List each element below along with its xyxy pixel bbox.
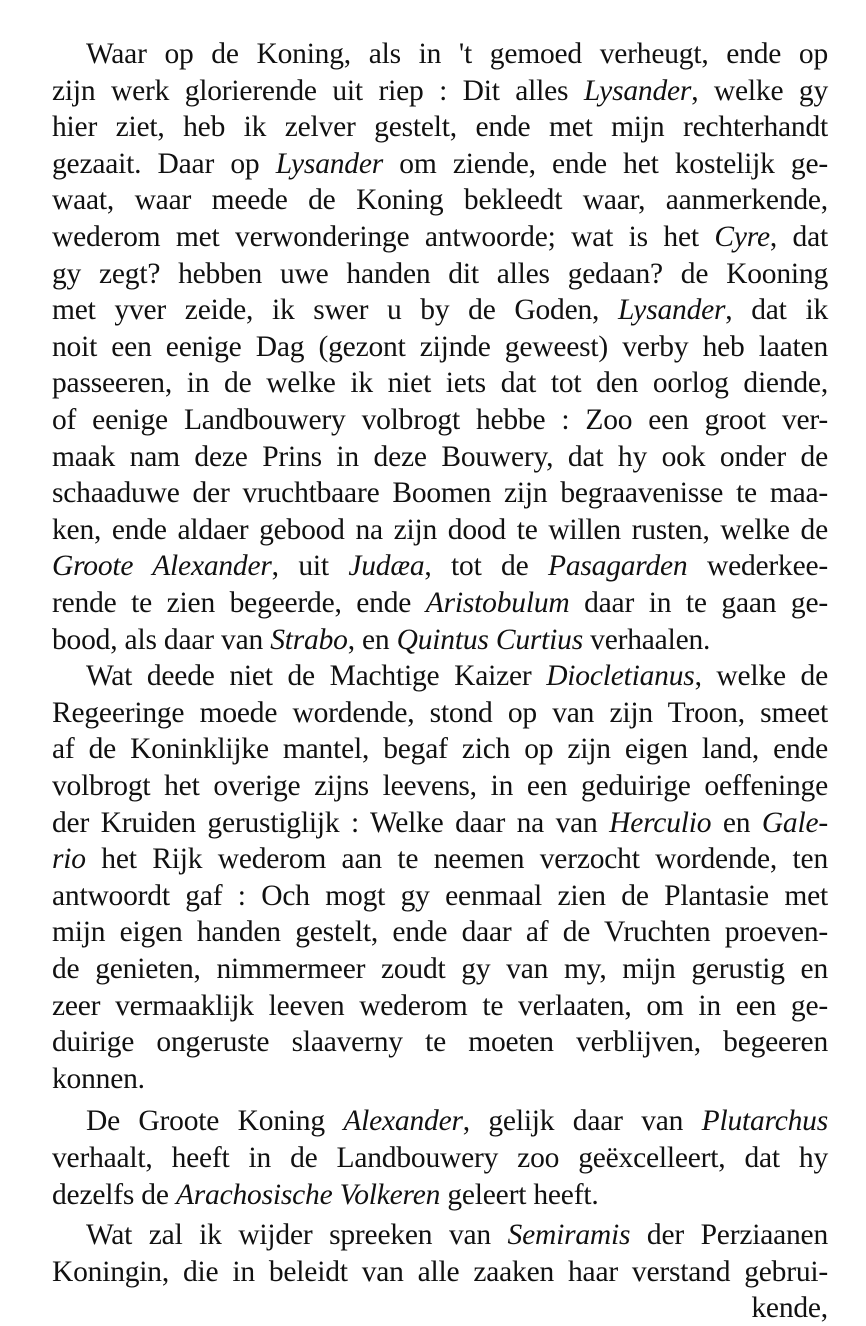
text-line (52, 768, 828, 804)
italic-name: Diocletianus (546, 660, 695, 693)
line-text: De Groote Koning (86, 1105, 344, 1138)
line-text: , welke gy (691, 74, 828, 107)
line-text: geleert heeft. (440, 1178, 599, 1211)
text-line (52, 805, 828, 841)
text-line (52, 988, 828, 1024)
line-text: antwoordt gaf : Och mogt gy eenmaal zien de Plantasie met (52, 879, 828, 912)
italic-name: Semiramis (507, 1219, 631, 1252)
line-text: , dat (769, 221, 828, 253)
italic-name: Strabo (270, 623, 348, 656)
line-text: , gelijk daar van (462, 1105, 702, 1138)
line-text: passeeren, in de welke ik niet iets dat tot den oorlog diende, (52, 367, 828, 400)
line-text: hier ziet, heb ik zelver gestelt, ende met mijn rechterhandt (52, 111, 828, 144)
line-text: Waar op de Koning, als in 't gemoed verheugt, ende op (86, 38, 828, 70)
line-text: zijn werk glorierende uit riep : Dit alles (52, 74, 584, 107)
text-line (52, 878, 828, 914)
line-text: wederkee- (687, 550, 828, 583)
line-text: verhaalt, heeft in de Landbouwery zoo geëxcelleert, dat hy (52, 1142, 828, 1174)
line-text: waat, waar meede de Koning bekleedt waar, aanmerkende, (52, 184, 828, 217)
text-line (52, 292, 828, 328)
line-text: met yver zeide, ik swer u by de Goden, (52, 294, 618, 327)
italic-name: rio (52, 843, 86, 876)
line-text: , welke de (694, 660, 829, 693)
italic-name: Pasagarden (548, 550, 688, 583)
text-line (52, 1290, 828, 1326)
line-text: wederom met verwonderinge antwoorde; wat is het (52, 221, 715, 253)
line-text: daar in te gaan ge- (569, 587, 828, 619)
text-line (52, 365, 828, 401)
text-line (52, 329, 828, 365)
text-line (52, 402, 828, 438)
text-line (52, 146, 828, 182)
line-text: , tot de (424, 550, 548, 583)
text-line (52, 439, 828, 475)
italic-name: Lysander (617, 294, 726, 327)
italic-name: Lysander (275, 147, 384, 180)
text-line (52, 475, 828, 511)
text-line (52, 731, 828, 767)
italic-name: Gale- (761, 806, 828, 839)
italic-name: Groote Alexander (52, 550, 272, 583)
text-line (52, 512, 828, 548)
line-text: gezaait. Daar op (52, 147, 276, 180)
line-text: , uit (271, 550, 349, 583)
italic-name: Cyre (714, 221, 770, 253)
line-text: , en (347, 623, 397, 656)
text-line (52, 548, 828, 584)
text-line (52, 951, 828, 987)
line-text: Koningin, die in beleidt van alle zaaken haar verstand gebrui- (52, 1255, 828, 1288)
italic-name: Quintus Curtius (396, 623, 583, 656)
text-line (52, 1140, 828, 1176)
line-text: schaaduwe der vruchtbaare Boomen zijn begraavenisse te maa- (52, 477, 828, 510)
line-text: Regeeringe moede wordende, stond op van zijn Troon, smeet (52, 696, 828, 729)
text-line (52, 256, 828, 292)
line-text: duirige ongeruste slaaverny te moeten verblijven, begeeren (52, 1026, 828, 1059)
line-text: het Rijk wederom aan te neemen verzocht wordende, ten (85, 843, 828, 876)
line-text: ken, ende aldaer gebood na zijn dood te willen rusten, welke de (52, 513, 828, 546)
line-text: mijn eigen handen gestelt, ende daar af de Vruchten proeven- (52, 916, 828, 949)
text-line (52, 622, 828, 658)
text-line (52, 695, 828, 731)
line-text: kende, (751, 1292, 828, 1325)
line-text: Wat zal ik wijder spreeken van (86, 1219, 508, 1252)
italic-name: Plutarchus (701, 1105, 828, 1138)
text-line (52, 585, 828, 621)
line-text: rende te zien begeerde, ende (52, 587, 426, 619)
text-line (52, 1061, 828, 1097)
line-text: konnen. (52, 1062, 145, 1095)
text-line (86, 1217, 828, 1253)
line-text: en (711, 806, 762, 839)
text-line (52, 1254, 828, 1290)
text-line (52, 219, 828, 255)
line-text: af de Koninklijke mantel, begaf zich op zijn eigen land, ende (52, 733, 828, 766)
italic-name: Alexander (343, 1105, 463, 1138)
text-line (86, 1103, 828, 1139)
italic-name: Lysander (583, 74, 692, 107)
italic-name: Judæa (348, 550, 425, 583)
line-text: noit een eenige Dag (gezont zijnde geweest) verby heb laaten (52, 330, 828, 363)
italic-name: Herculio (609, 806, 712, 839)
line-text: dezelfs de (52, 1178, 176, 1211)
line-text: verhaalen. (583, 623, 711, 656)
italic-name: Aristobulum (425, 587, 570, 619)
text-line (52, 841, 828, 877)
text-line (52, 73, 828, 109)
line-text: , dat ik (725, 294, 829, 327)
line-text: der Kruiden gerustiglijk : Welke daar na van (52, 806, 610, 839)
line-text: om ziende, ende het kostelijk ge- (383, 147, 829, 180)
line-text: der Perziaanen (630, 1219, 828, 1252)
line-text: volbrogt het overige zijns leevens, in een geduirige oeffeninge (52, 770, 828, 802)
italic-name: Arachosische Volkeren (175, 1178, 441, 1211)
text-line (52, 109, 828, 145)
line-text: of eenige Landbouwery volbrogt hebbe : Zoo een groot ver- (52, 404, 828, 436)
text-line (86, 658, 828, 694)
text-line (52, 1177, 828, 1213)
line-text: gy zegt? hebben uwe handen dit alles gedaan? de Kooning (52, 257, 828, 290)
line-text: maak nam deze Prins in deze Bouwery, dat hy ook onder de (52, 440, 828, 473)
line-text: bood, als daar van (52, 623, 271, 656)
text-line (52, 914, 828, 950)
line-text: Wat deede niet de Machtige Kaizer (86, 660, 547, 693)
text-line (52, 1024, 828, 1060)
text-line (52, 182, 828, 218)
text-line (86, 36, 828, 72)
line-text: de genieten, nimmermeer zoudt gy van my, mijn gerustig en (52, 953, 828, 985)
line-text: zeer vermaaklijk leeven wederom te verlaaten, om in een ge- (52, 989, 828, 1022)
